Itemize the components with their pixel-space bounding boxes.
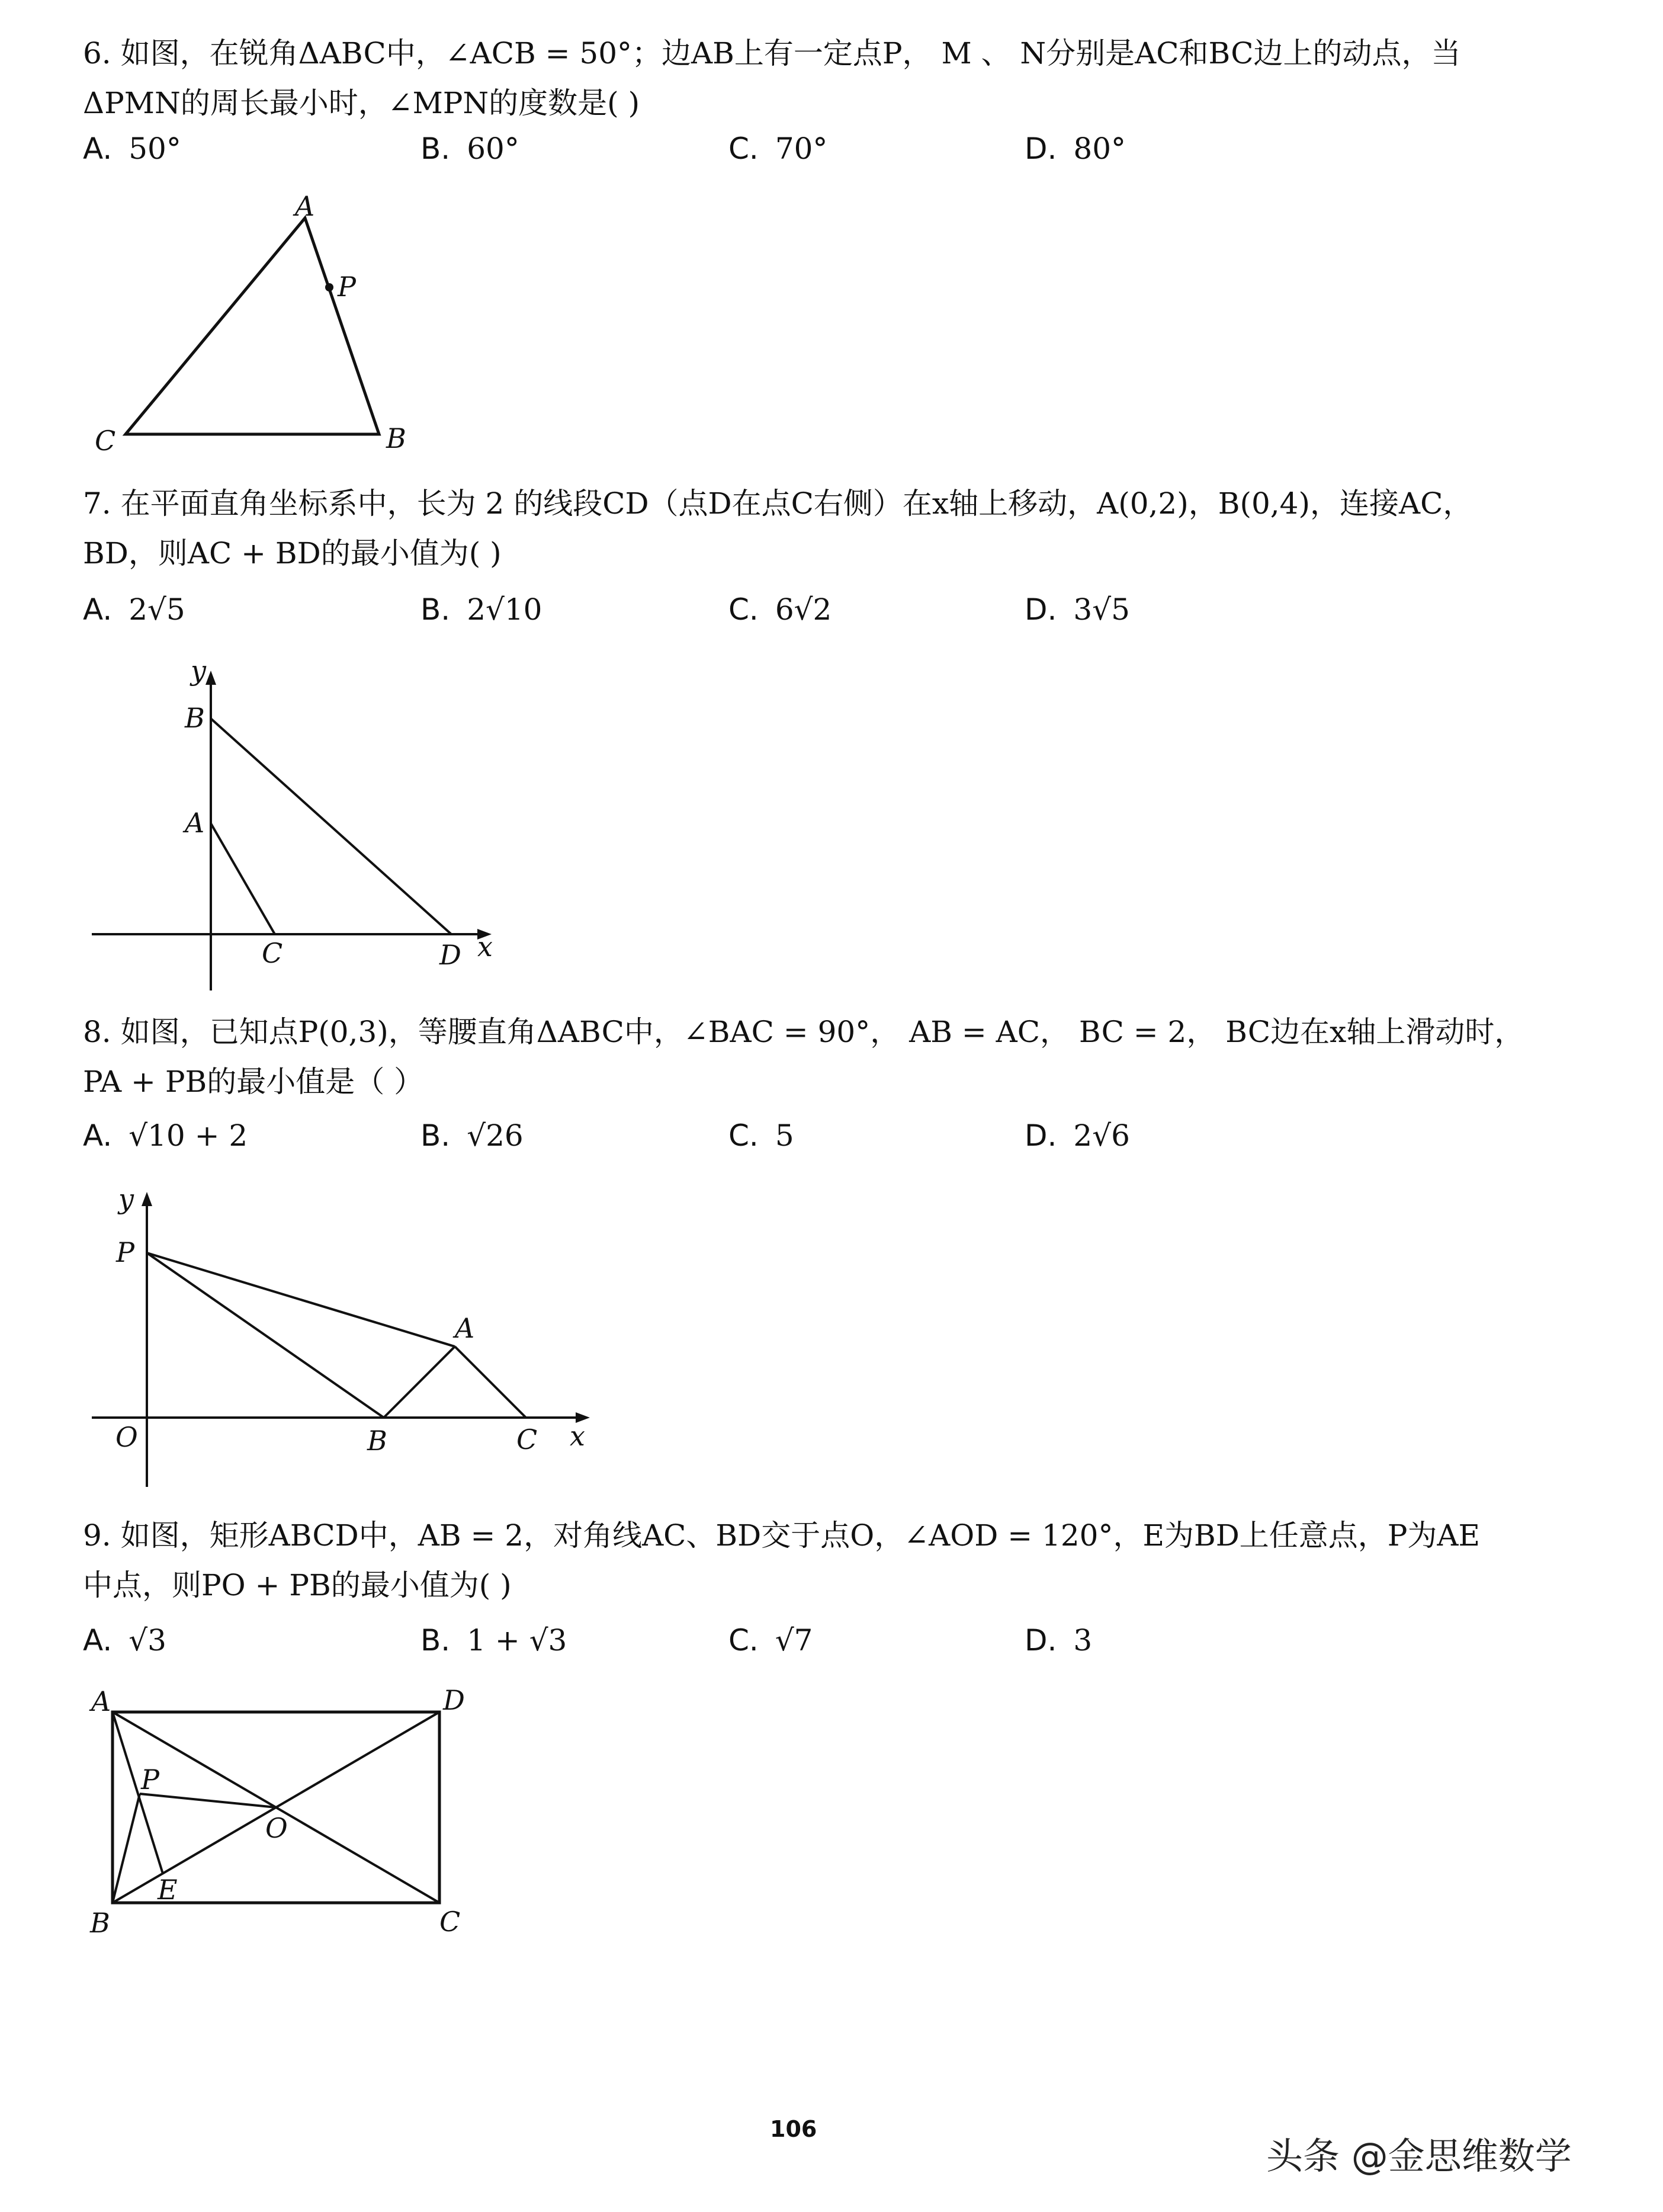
label-a: A xyxy=(185,807,205,839)
label-b: B xyxy=(90,1907,110,1939)
question-7-line-1: 7. 在平面直角坐标系中，长为 2 的线段CD（点D在点C右侧）在x轴上移动，A(0,2)，B(0,4)，连接AC， xyxy=(83,486,1473,521)
label-b: B xyxy=(386,422,406,454)
label-b: B xyxy=(185,702,205,734)
question-7-choice-a: A. 2√5 xyxy=(83,592,185,627)
question-8-choice-a: A. √10 + 2 xyxy=(83,1118,248,1153)
label-a: A xyxy=(91,1685,111,1717)
label-y: y xyxy=(118,1183,134,1215)
question-8-line-2: PA + PB的最小值是（ ） xyxy=(83,1065,424,1099)
label-c: C xyxy=(516,1424,538,1456)
question-9-line-2: 中点，则PO + PB的最小值为( ) xyxy=(83,1568,512,1602)
label-y: y xyxy=(191,655,206,687)
label-a: A xyxy=(455,1312,475,1344)
label-d: D xyxy=(443,1684,465,1716)
question-6-choice-b: B. 60° xyxy=(420,132,519,166)
question-8-choice-b: B. √26 xyxy=(420,1118,524,1153)
label-b: B xyxy=(367,1425,387,1457)
question-8-choice-d: D. 2√6 xyxy=(1025,1118,1130,1153)
question-6-choice-a: A. 50° xyxy=(83,132,181,166)
label-a: A xyxy=(295,190,315,222)
question-6-choice-c: C. 70° xyxy=(728,132,828,166)
watermark: 头条 @金思维数学 xyxy=(1266,2134,1572,2178)
label-e: E xyxy=(158,1874,178,1906)
label-o: O xyxy=(115,1421,138,1453)
question-7-line-2: BD，则AC + BD的最小值为( ) xyxy=(83,536,502,570)
label-d: D xyxy=(439,939,461,971)
label-c: C xyxy=(439,1906,461,1938)
label-o: O xyxy=(265,1812,288,1844)
question-7-choice-b: B. 2√10 xyxy=(420,592,542,627)
question-9-choice-c: C. √7 xyxy=(728,1623,813,1658)
segment-pb xyxy=(113,1794,140,1903)
label-p: P xyxy=(116,1236,134,1268)
question-9-line-1: 9. 如图，矩形ABCD中，AB = 2，对角线AC、BD交于点O，∠AOD = 120°，E为BD上任意点，P为AE xyxy=(83,1518,1481,1553)
label-x: x xyxy=(477,931,493,963)
question-6-choice-d: D. 80° xyxy=(1025,132,1126,166)
page-number: 106 xyxy=(770,2116,817,2142)
label-c: C xyxy=(95,425,116,457)
question-9-choice-d: D. 3 xyxy=(1025,1623,1093,1658)
question-9-choice-a: A. √3 xyxy=(83,1623,166,1658)
label-x: x xyxy=(570,1420,585,1452)
question-8-line-1: 8. 如图，已知点P(0,3)，等腰直角ΔABC中，∠BAC = 90°， AB = AC， BC = 2， BC边在x轴上滑动时， xyxy=(83,1015,1524,1049)
question-9-choice-b: B. 1 + √3 xyxy=(420,1623,567,1658)
label-c: C xyxy=(262,937,283,969)
question-7-choice-d: D. 3√5 xyxy=(1025,592,1130,627)
label-p: P xyxy=(141,1764,159,1796)
question-6-line-1: 6. 如图，在锐角ΔABC中，∠ACB = 50°；边AB上有一定点P， M 、 N分别是AC和BC边上的动点，当 xyxy=(83,36,1461,70)
label-p: P xyxy=(338,271,356,303)
question-6-line-2: ΔPMN的周长最小时，∠MPN的度数是( ) xyxy=(83,86,640,120)
question-7-choice-c: C. 6√2 xyxy=(728,592,832,627)
question-8-choice-c: C. 5 xyxy=(728,1118,794,1153)
